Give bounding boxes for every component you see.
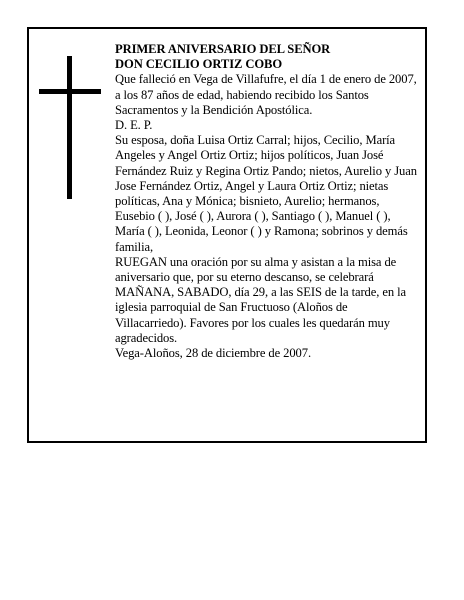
obituary-title-line-2: DON CECILIO ORTIZ COBO <box>115 57 283 72</box>
cross-vertical-bar <box>67 56 72 199</box>
latin-cross-icon <box>39 56 101 199</box>
obituary-intro: Que falleció en Vega de Villafufre, el día 1 de enero de 2007, a los 87 años de edad, habiendo recibido los Santos Sacramentos y la Bendición Apostólica. <box>115 72 417 117</box>
obituary-dep: D. E. P. <box>115 118 153 133</box>
obituary-place-date: Vega-Aloños, 28 de diciembre de 2007. <box>115 346 311 361</box>
obituary-text <box>115 42 421 361</box>
obituary-request: RUEGAN una oración por su alma y asistan a la misa de aniversario que, por su eterno descanso, se celebrará MAÑANA, SABADO, día 29, a las SEIS de la tarde, en la iglesia parroquial de San Fructuoso (Aloños de Villacarriedo). Favores por los cuales les quedarán muy agradecidos. <box>115 254 406 345</box>
obituary-family: Su esposa, doña Luisa Ortiz Carral; hijos, Cecilio, María Angeles y Angel Ortiz Ortiz; hijos políticos, Juan José Fernández Ruiz y Regina Ortiz Pando; nietos, Aurelio y Juan Jose Fernández Ortiz, Angel y Laura Ortiz Ortiz; nietas políticas, Ana y Mónica; bisnieto, Aurelio; hermanos, Eusebio ( ), José ( ), Aurora ( ), Santiago ( ), Manuel ( ), María ( ), Leonida, Leonor ( ) y Ramona; sobrinos y demás familia, <box>115 133 417 254</box>
cross-horizontal-bar <box>39 89 101 94</box>
obituary-title-line-1: PRIMER ANIVERSARIO DEL SEÑOR <box>115 42 331 56</box>
obituary-notice <box>27 27 427 443</box>
